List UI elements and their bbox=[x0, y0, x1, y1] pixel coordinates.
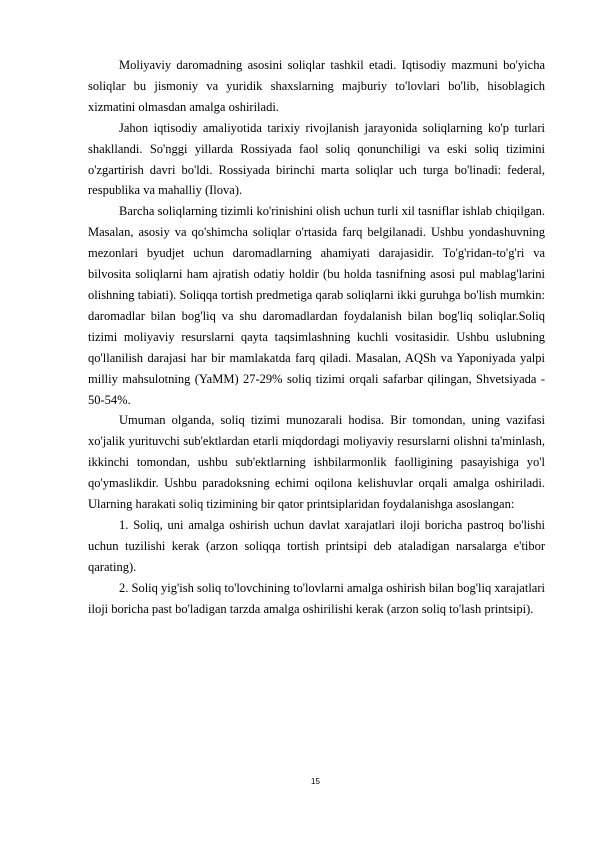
paragraph-tax-revenue-basis: Moliyaviy daromadning asosini soliqlar tashkil etadi. Iqtisodiy mazmuni bo'yicha soliqlar bu jismoniy va yuridik shaxslarning majburiy to'lovlari bo'lib, hisoblagich xizmatini olmasdan amalga oshiriladi. bbox=[88, 58, 545, 114]
page-number: 15 bbox=[311, 777, 320, 786]
paragraph-tax-types-history: Jahon iqtisodiy amaliyotida tarixiy rivojlanish jarayonida soliqlarning ko'p turlari shakllandi. So'nggi yillarda Rossiyada faol soliq qonunchiligi va eski soliq tizimini o'zgartirish davri bo'ldi. Rossiyada birinchi marta soliqlar uch turga bo'linadi: federal, respublika va mahalliy (Ilova). bbox=[88, 120, 545, 198]
paragraph-tax-system-paradox: Umuman olganda, soliq tizimi munozarali hodisa. Bir tomondan, uning vazifasi xo'jalik yurituvchi sub'ektlardan etarli miqdordagi moliyaviy resurslarni olishni ta'minlash, ikkinchi tomondan, ushbu sub'ektlarning ishbilarmonlik faolligining pasayishiga yo'l qo'ymaslikdir. Ushbu paradoksning echimi oqilona kelishuvlar orqali amalga oshiriladi. Ularning harakati soliq tizimining bir qator printsiplaridan foydalanishga asoslangan: bbox=[88, 413, 545, 512]
paragraph-tax-classification: Barcha soliqlarning tizimli ko'rinishini olish uchun turli xil tasniflar ishlab chiqilgan. Masalan, asosiy va qo'shimcha soliqlar o'rtasida farq belgilanadi. Ushbu yondashuvning mezonlari byudjet uchun daromadlarning ahamiyati darajasidir. To'g'ridan-to'g'ri va bilvosita soliqlarni ham ajratish odatiy holdir (bu holda tasnifning asosi pul mablag'larini olishning tabiati). Soliqqa tortish predmetiga qarab soliqlarni ikki guruhga bo'lish mumkin: daromadlar bilan bog'liq va shu daromadlardan foydalanish bilan bog'liq soliqlar.Soliq tizimi moliyaviy resurslarni qayta taqsimlashning kuchli vositasidir. Ushbu uslubning qo'llanilish darajasi har bir mamlakatda farq qiladi. Masalan, AQSh va Yaponiyada yalpi milliy mahsulotning (YaMM) 27-29% soliq tizimi orqali safarbar qilingan, Shvetsiyada - 50-54%. bbox=[88, 204, 545, 407]
body-text bbox=[88, 55, 545, 619]
paragraph-principle-cheap-taxation: 1. Soliq, uni amalga oshirish uchun davlat xarajatlari iloji boricha pastroq bo'lishi uchun tuzilishi kerak (arzon soliqqa tortish printsipi deb ataladigan narsalarga e'tibor qarating). bbox=[88, 517, 545, 574]
paragraph-principle-cheap-payment: 2. Soliq yig'ish soliq to'lovchining to'lovlarni amalga oshirish bilan bog'liq xarajatlari iloji boricha past bo'ladigan tarzda amalga oshirilishi kerak (arzon soliq to'lash printsipi). bbox=[88, 580, 545, 616]
